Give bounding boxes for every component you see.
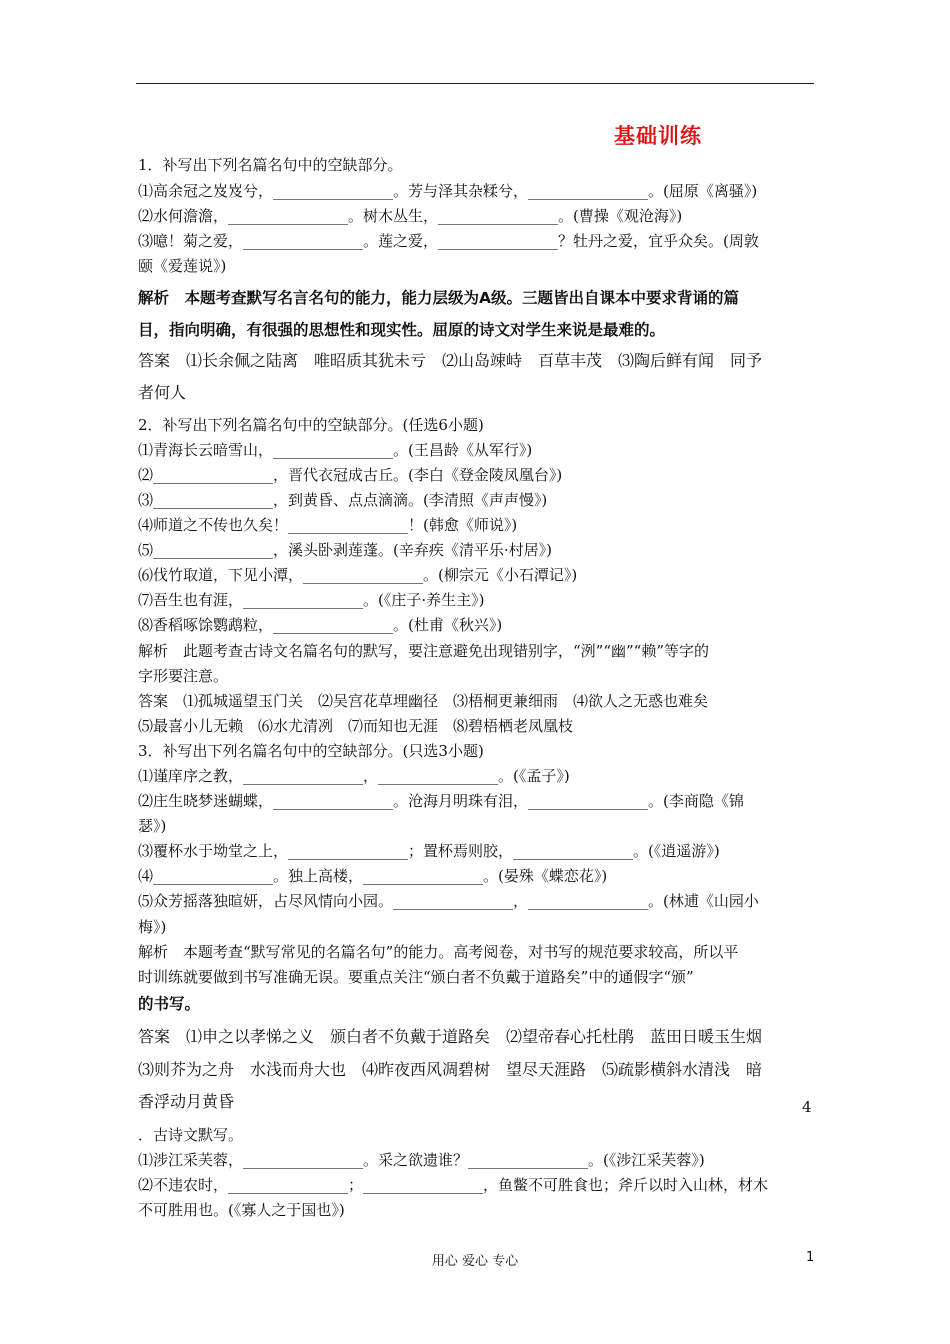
q3-answer: ⑶则芥为之舟 水浅而舟大也 ⑷昨夜西风凋碧树 望尽天涯路 ⑸疏影横斜水清浅 暗 [138,1060,763,1079]
q3-analysis: 解析 本题考查“默写常见的名篇名句”的能力。高考阅卷，对书写的规范要求较高，所以平 [138,943,739,961]
page-number: 1 [806,1250,815,1265]
q3-item: ⑸众芳摇落独暄妍，占尽风情向小园。________________，________________。(林逋《山园小 [138,892,759,910]
q1-item: ⑴高余冠之岌岌兮，________________。芳与泽其杂糅兮，________________。(屈原《离骚》) [138,182,758,200]
q3-analysis: 的书写。 [138,995,201,1013]
q3-answer: 香浮动月黄昏 [138,1092,235,1111]
q2-item: ⑷师道之不传也久矣！________________！(韩愈《师说》) [138,516,518,534]
q2-item: ⑸________________，溪头卧剥莲蓬。(辛弃疾《清平乐·村居》) [138,541,552,559]
q2-analysis: 解析 此题考查古诗文名篇名句的默写，要注意避免出现错别字，“洌”“幽”“赖”等字的 [138,642,710,660]
page-footer: 用心 爱心 专心 [431,1254,519,1269]
q3-item: 梅》) [138,918,167,936]
q3-item: ⑶覆杯水于坳堂之上，________________；置杯焉则胶，________________。(《逍遥游》) [138,842,720,860]
q3-item: ⑷________________。独上高楼，________________。(晏殊《蝶恋花》) [138,867,608,885]
q1-item: ⑶噫！菊之爱，________________。莲之爱，________________？牡丹之爱，宜乎众矣。(周敦 [138,232,759,250]
q1-analysis: 目，指向明确，有很强的思想性和现实性。屈原的诗文对学生来说是最难的。 [138,321,666,339]
q2-heading: 2．补写出下列名篇名句中的空缺部分。(任选6小题) [138,416,484,434]
q1-analysis: 解析 本题考查默写名言名句的能力，能力层级为A级。三题皆出自课本中要求背诵的篇 [138,289,739,307]
q3-item: ⑵庄生晓梦迷蝴蝶，________________。沧海月明珠有泪，________________。(李商隐《锦 [138,792,744,810]
q2-item: ⑺吾生也有涯，________________。(《庄子·养生主》) [138,591,485,609]
q2-analysis: 字形要注意。 [138,667,229,685]
q1-heading: 1．补写出下列名篇名句中的空缺部分。 [138,156,403,174]
q2-answer: 答案 ⑴孤城遥望玉门关 ⑵吴宫花草埋幽径 ⑶梧桐更兼细雨 ⑷欲人之无惑也难矣 [138,692,709,710]
q3-item: 瑟》) [138,817,167,835]
q2-item: ⑻香稻啄馀鹦鹉粒，________________。(杜甫《秋兴》) [138,616,503,634]
q4-item: 不可胜用也。(《寡人之于国也》) [138,1201,345,1219]
q1-item: 颐《爱莲说》) [138,257,227,275]
section-title: 基础训练 [614,124,702,148]
q4-heading: ．古诗文默写。 [138,1126,244,1144]
q1-answer: 答案 ⑴长余佩之陆离 唯昭质其犹未亏 ⑵山岛竦峙 百草丰茂 ⑶陶后鲜有闻 同予 [138,351,763,370]
q2-item: ⑶________________，到黄昏、点点滴滴。(李清照《声声慢》) [138,491,548,509]
q2-item: ⑹伐竹取道，下见小潭，________________。(柳宗元《小石潭记》) [138,566,578,584]
q1-item: ⑵水何澹澹，________________。树木丛生，________________。(曹操《观沧海》) [138,207,683,225]
q4-item: ⑵不违农时，________________；________________，鱼鳖不可胜食也；斧斤以时入山林，材木 [138,1176,769,1194]
q2-answer: ⑸最喜小儿无赖 ⑹水尤清冽 ⑺而知也无涯 ⑻碧梧栖老凤凰枝 [138,717,574,735]
q3-heading: 3．补写出下列名篇名句中的空缺部分。(只选3小题) [138,742,484,760]
q3-item: ⑴谨庠序之教，________________，________________。(《孟子》) [138,767,570,785]
q4-item: ⑴涉江采芙蓉，________________。采之欲遗谁？________________。(《涉江采芙蓉》) [138,1151,705,1169]
q3-answer: 答案 ⑴申之以孝悌之义 颁白者不负戴于道路矣 ⑵望帝春心托杜鹃 蓝田日暖玉生烟 [138,1027,763,1046]
q3-analysis: 时训练就要做到书写准确无误。要重点关注“颁白者不负戴于道路矣”中的通假字“颁” [138,968,694,986]
question-number-marker: 4 [802,1098,812,1116]
q2-item: ⑵________________，晋代衣冠成古丘。(李白《登金陵凤凰台》) [138,466,563,484]
header-rule [136,83,814,84]
q1-answer: 者何人 [138,383,187,402]
q2-item: ⑴青海长云暗雪山，________________。(王昌龄《从军行》) [138,441,533,459]
